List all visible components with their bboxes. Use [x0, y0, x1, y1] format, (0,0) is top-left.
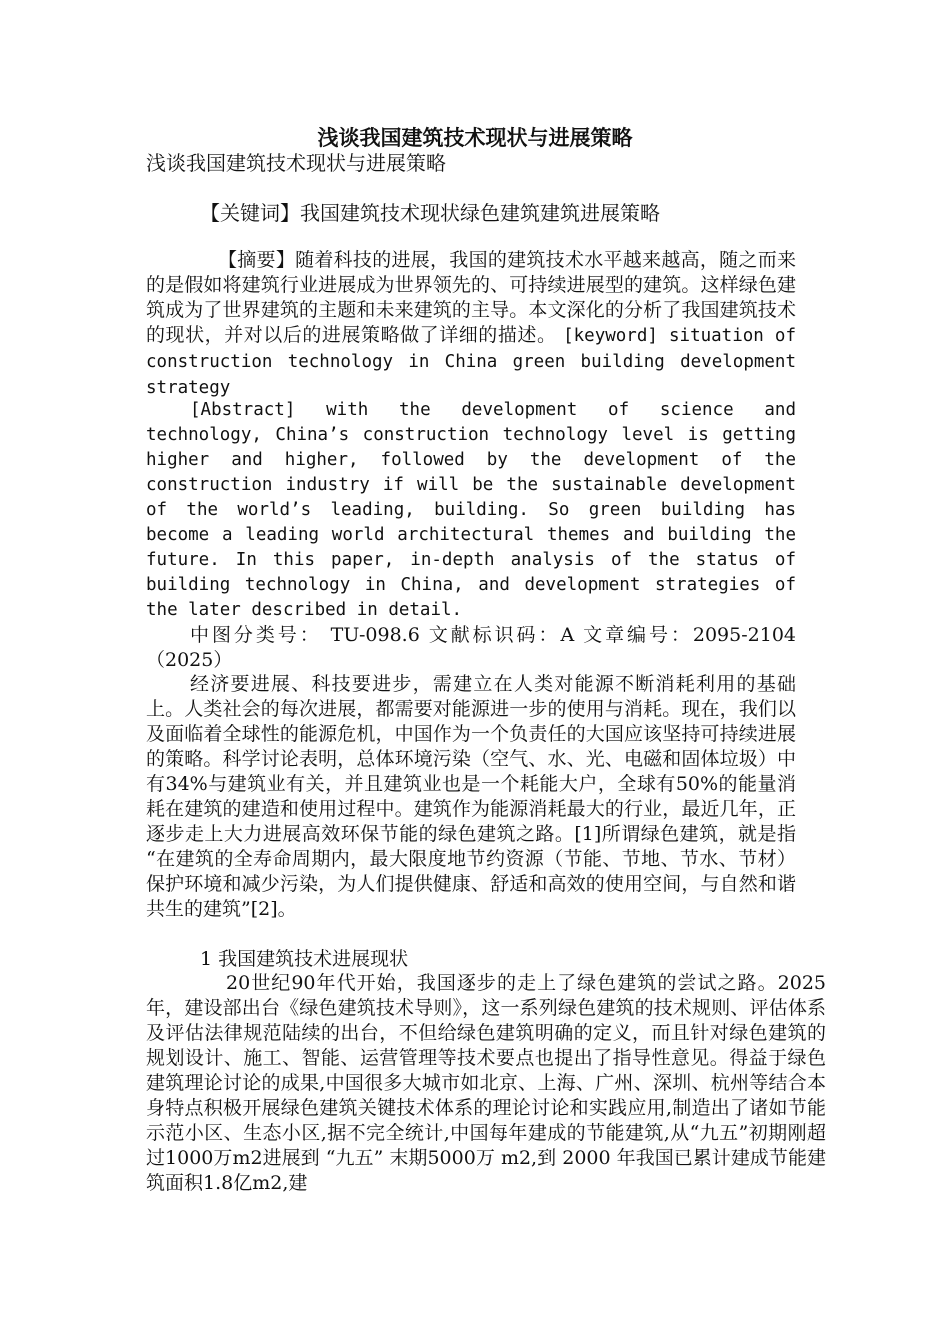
classification-line: 中图分类号： TU-098.6 文献标识码：A 文章编号：2095-2104（2025） — [146, 624, 796, 671]
section-1-heading: 1 我国建筑技术进展现状 — [200, 948, 409, 970]
intro-paragraph: 经济要进展、科技要进步，需建立在人类对能源不断消耗利用的基础上。人类社会的每次进展，都需要对能源进一步的使用与消耗。现在，我们以及面临着全球性的能源危机，中国作为一个负责任的大国应该坚持可持续进展的策略。科学讨论表明，总体环境污染（空气、水、光、电磁和固体垃圾）中有34%与建筑业有关，并且建筑业也是一个耗能大户，全球有50%的能量消耗在建筑的建造和使用过程中。建筑作为能源消耗最大的行业，最近几年，正逐步走上大力进展高效环保节能的绿色建筑之路。[1]所谓绿色建筑，就是指 “在建筑的全寿命周期内，最大限度地节约资源（节能、节地、节水、节材）保护环境和减少污染，为人们提供健康、舒适和高效的使用空间，与自然和谐共生的建筑”[2]。 — [146, 673, 796, 920]
section-1-paragraph: 20世纪90年代开始，我国逐步的走上了绿色建筑的尝试之路。2025年，建设部出台《绿色建筑技术导则》，这一系列绿色建筑的技术规则、评估体系及评估法律规范陆续的出台，不但给绿色建筑明确的定义，而且针对绿色建筑的规划设计、施工、智能、运营管理等技术要点也提出了指导性意见。得益于绿色建筑理论讨论的成果,中国很多大城市如北京、上海、广州、深圳、杭州等结合本身特点积极开展绿色建筑关键技术体系的理论讨论和实践应用,制造出了诸如节能示范小区、生态小区,据不完全统计,中国每年建成的节能建筑,从“九五”初期刚超过1000万m2进展到 “九五” 末期5000万 m2,到 2000 年我国已累计建成节能建筑面积1.8亿m2,建 — [146, 972, 826, 1194]
abstract-zh-text: 【摘要】随着科技的进展，我国的建筑技术水平越来越高，随之而来的是假如将建筑行业进展成为世界领先的、可持续进展型的建筑。这样绿色建筑成为了世界建筑的主题和未来建筑的主导。本文深化的分析了我国建筑技术的现状，并对以后的进展策略做了详细的描述。 — [146, 249, 796, 346]
abstract-zh-paragraph — [146, 248, 796, 401]
keywords-en-text: [keyword] situation of construction technology in China green building development strategy — [146, 326, 796, 398]
document-subtitle: 浅谈我国建筑技术现状与进展策略 — [146, 151, 446, 175]
keywords-zh: 【关键词】我国建筑技术现状绿色建筑建筑进展策略 — [200, 201, 660, 225]
abstract-en-paragraph: [Abstract] with the development of science and technology, China’s construction technology level is getting higher and higher, followed by the development of the construction industry if will be the sustainable development of the world’s leading, building. So green building has become a leading world architectural themes and building the future. In this paper, in-depth analysis of the status of building technology in China, and development strategies of the later described in detail. — [146, 400, 796, 620]
document-title: 浅谈我国建筑技术现状与进展策略 — [317, 125, 633, 150]
